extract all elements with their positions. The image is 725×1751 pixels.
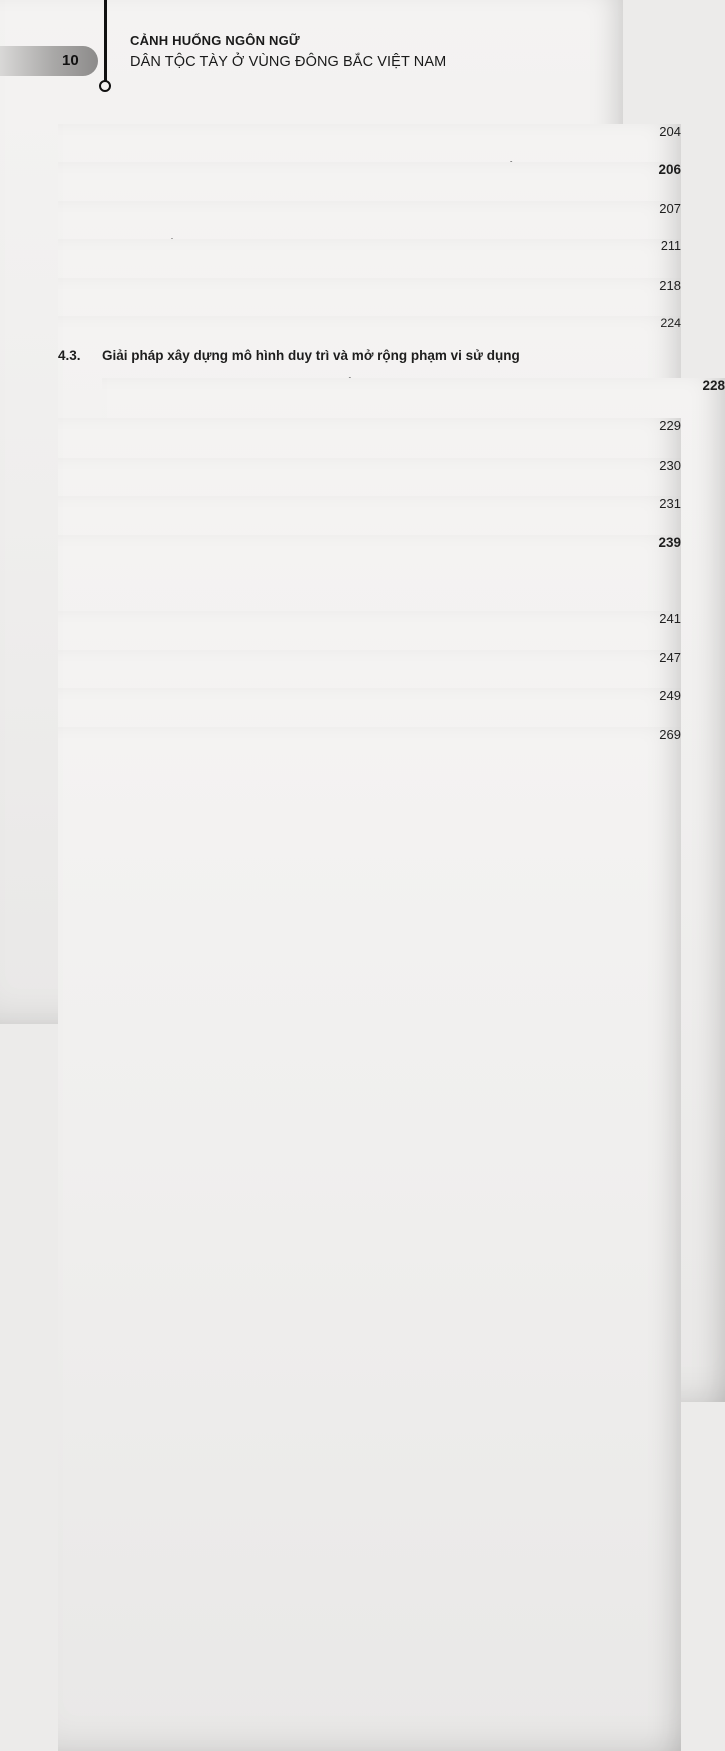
toc-entry-line2[interactable] — [102, 378, 725, 394]
toc-entry[interactable] — [58, 418, 681, 434]
header-divider-dot — [99, 80, 111, 92]
toc-entry[interactable] — [58, 201, 681, 217]
page-number: 10 — [62, 52, 79, 69]
toc-label: Giải pháp xây dựng mô hình duy trì và mở rộng phạm vi sử dụng — [102, 348, 520, 363]
toc-page: 228 — [102, 378, 725, 1402]
toc-page: 230 — [58, 458, 681, 1482]
toc-entry[interactable] — [58, 688, 681, 704]
toc-entry[interactable] — [58, 162, 681, 178]
toc-page: 249 — [58, 688, 681, 1712]
toc-entry[interactable] — [58, 316, 681, 331]
header-divider — [104, 0, 107, 84]
toc-entry[interactable] — [58, 458, 681, 474]
toc-entry[interactable] — [58, 650, 681, 666]
toc-entry[interactable] — [58, 278, 681, 294]
running-header-title: CẢNH HUỐNG NGÔN NGỮ — [130, 33, 300, 48]
toc-number: 4.3. — [58, 348, 81, 363]
running-header-subtitle: DÂN TỘC TÀY Ở VÙNG ĐÔNG BẮC VIỆT NAM — [130, 54, 447, 70]
toc-page: 204 — [58, 124, 681, 1148]
toc-page: 231 — [58, 496, 681, 1520]
toc-page: 224 — [58, 316, 681, 1340]
toc-page: 247 — [58, 650, 681, 1674]
toc-page: 206 — [58, 162, 681, 1186]
toc-page: 207 — [58, 201, 681, 1225]
toc-page: 218 — [58, 278, 681, 1302]
toc-entry[interactable] — [58, 496, 681, 512]
page-number-tab — [0, 46, 98, 76]
toc-entry[interactable] — [58, 727, 681, 743]
toc-entry[interactable] — [58, 239, 681, 254]
toc-entry[interactable] — [58, 611, 681, 627]
toc-entry[interactable] — [58, 124, 681, 140]
toc-page: 239 — [58, 535, 681, 1559]
toc-page: 241 — [58, 611, 681, 1635]
toc-page: 211 — [58, 239, 681, 1263]
toc-entry[interactable] — [58, 535, 681, 551]
toc-page: 269 — [58, 727, 681, 1751]
toc-page: 229 — [58, 418, 681, 1442]
toc-entry-line1[interactable] — [58, 348, 520, 363]
